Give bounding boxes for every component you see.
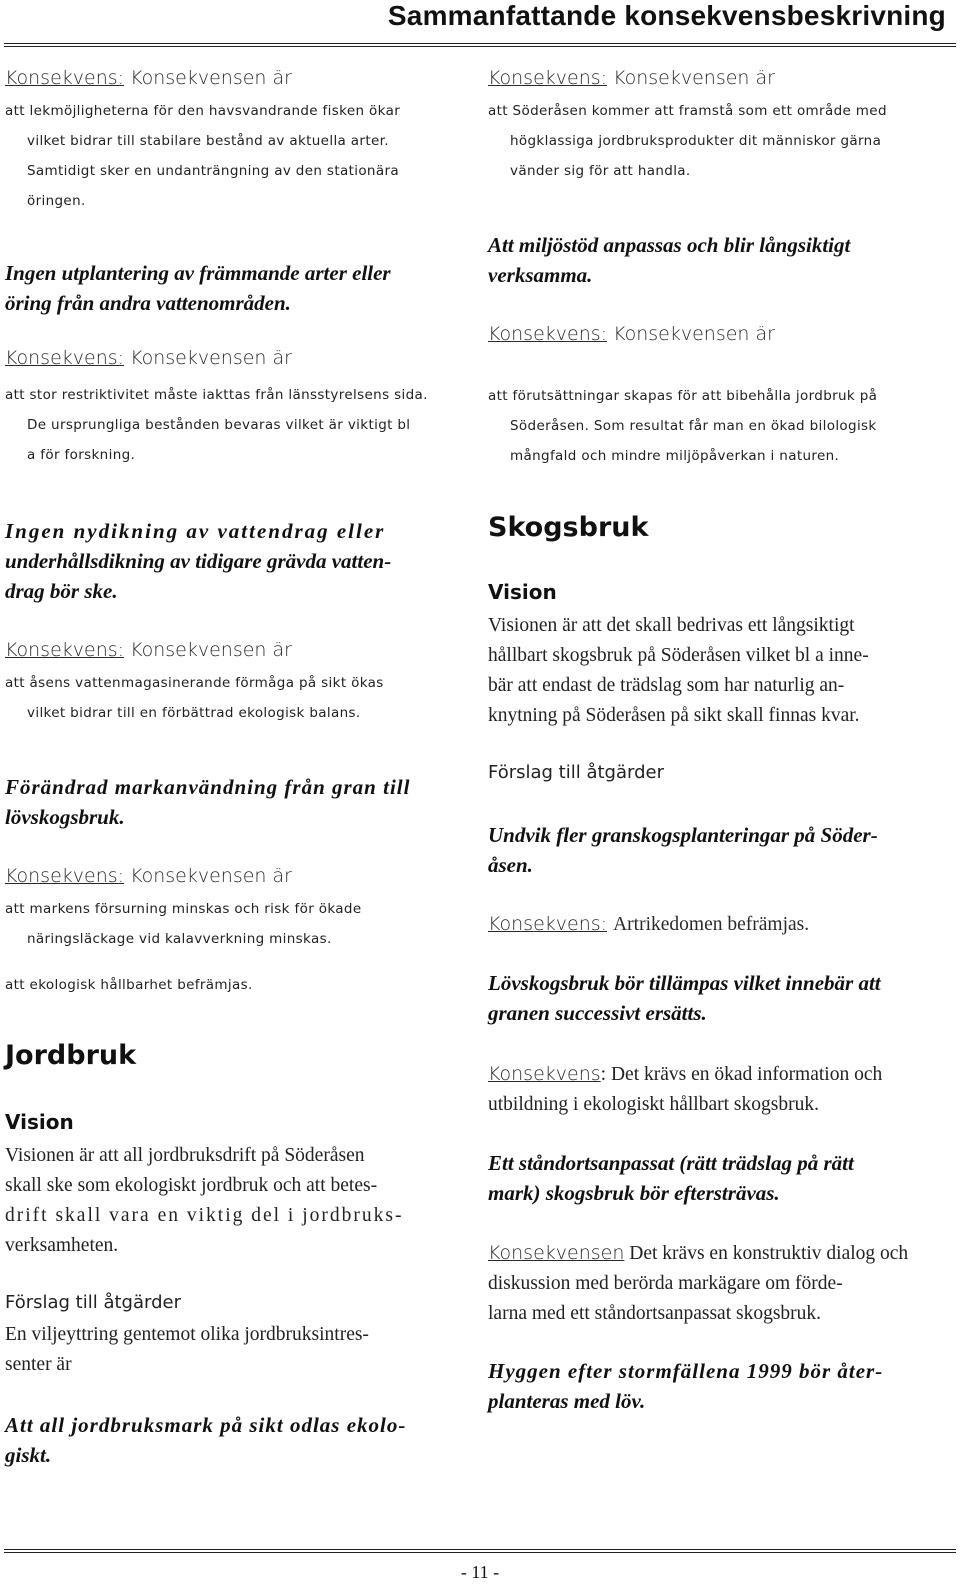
heading-no-foreign-stocking: Ingen utplantering av främmande arter eller öring från andra vattenområden. (5, 261, 391, 315)
konsekvens-label: Konsekvens: Konsekvensen är (488, 67, 775, 89)
section-title-jordbruk: Jordbruk (5, 1040, 137, 1071)
consequence-text-2: att stor restriktivitet måste iakttas från länsstyrelsens sida. De ursprungliga bestånden bevaras vilket är viktigt bl a för forskning. (5, 387, 428, 463)
vision-heading: Vision (5, 1110, 74, 1134)
forslag-heading: Förslag till åtgärder (488, 762, 664, 783)
page-number: - 11 - (460, 1562, 500, 1582)
konsekvens-label: Konsekvens: Artrikedomen befrämjas. (488, 913, 810, 935)
heading-replant-clearings: Hyggen efter stormfällena 1999 bör åter- planteras med löv. (488, 1359, 884, 1413)
vision-heading: Vision (488, 580, 557, 604)
consequence-text-1: att lekmöjligheterna för den havsvandrande fisken ökar vilket bidrar till stabilare bestånd av aktuella arter. Samtidigt sker en undanträngning av den stationära öringen. (5, 103, 401, 209)
consequence-text-r4: Konsekvensen Det krävs en konstruktiv dialog och diskussion med berörda markägare om förde- larna med ett ståndortsanpassat skogsbruk. (488, 1242, 909, 1324)
konsekvens-label: Konsekvens: Konsekvensen är (5, 347, 292, 369)
header-rule (4, 43, 956, 47)
konsekvens-label: Konsekvens: Konsekvensen är (5, 865, 292, 887)
consequence-text-3: att åsens vattenmagasinerande förmåga på sikt ökas vilket bidrar till en förbättrad ekologisk balans. (5, 675, 384, 721)
consequence-text-4: att markens försurning minskas och risk för ökade näringsläckage vid kalavverkning minskas. att ekologisk hållbarhet befrämjas. (5, 901, 362, 993)
vision-text: Visionen är att det skall bedrivas ett långsiktigt hållbart skogsbruk på Söderåsen vilket bl a inne- bär att endast de trädslag som har naturlig an- knytning på Söderåsen på sikt skall finnas kvar. (488, 615, 869, 726)
consequence-text-r2: att förutsättningar skapas för att bibehålla jordbruk på Söderåsen. Som resultat får man en ökad bilologisk mångfald och mindre miljöpåverkan i naturen. (488, 388, 878, 464)
page-title: Sammanfattande konsekvensbeskrivning (387, 0, 946, 31)
forslag-text: En viljeyttring gentemot olika jordbruksintres- senter är (5, 1324, 369, 1375)
heading-avoid-spruce: Undvik fler granskogsplanteringar på Söder- åsen. (488, 823, 878, 877)
forslag-heading: Förslag till åtgärder (5, 1292, 181, 1313)
section-title-skogsbruk: Skogsbruk (488, 512, 649, 543)
heading-no-ditching: Ingen nydikning av vattendrag eller underhållsdikning av tidigare grävda vatten- drag bör ske. (5, 519, 392, 603)
konsekvens-label: Konsekvens: Konsekvensen är (5, 67, 292, 89)
vision-text: Visionen är att all jordbruksdrift på Söderåsen skall ske som ekologiskt jordbruk och att betes- drift skall vara en viktig del i jordbruks- verksamheten. (5, 1145, 404, 1256)
footer-rule (4, 1549, 956, 1553)
konsekvens-label: Konsekvens: Konsekvensen är (488, 323, 775, 345)
heading-site-adapted: Ett ståndortsanpassat (rätt trädslag på rätt mark) skogsbruk bör eftersträvas. (488, 1151, 854, 1205)
heading-environmental-support: Att miljöstöd anpassas och blir långsiktigt verksamma. (488, 233, 851, 287)
heading-deciduous-forestry: Lövskogsbruk bör tillämpas vilket innebär att granen successivt ersätts. (488, 971, 881, 1025)
consequence-text-r1: att Söderåsen kommer att framstå som ett område med högklassiga jordbruksprodukter dit människor gärna vänder sig för att handla. (488, 103, 887, 179)
heading-land-use-change: Förändrad markanvändning från gran till lövskogsbruk. (5, 775, 411, 829)
konsekvens-label: Konsekvens: Konsekvensen är (5, 639, 292, 661)
consequence-text-r3: Konsekvens: Det krävs en ökad information och utbildning i ekologiskt hållbart skogsbruk. (488, 1063, 883, 1115)
heading-organic-farmland: Att all jordbruksmark på sikt odlas ekolo- giskt. (5, 1413, 407, 1467)
